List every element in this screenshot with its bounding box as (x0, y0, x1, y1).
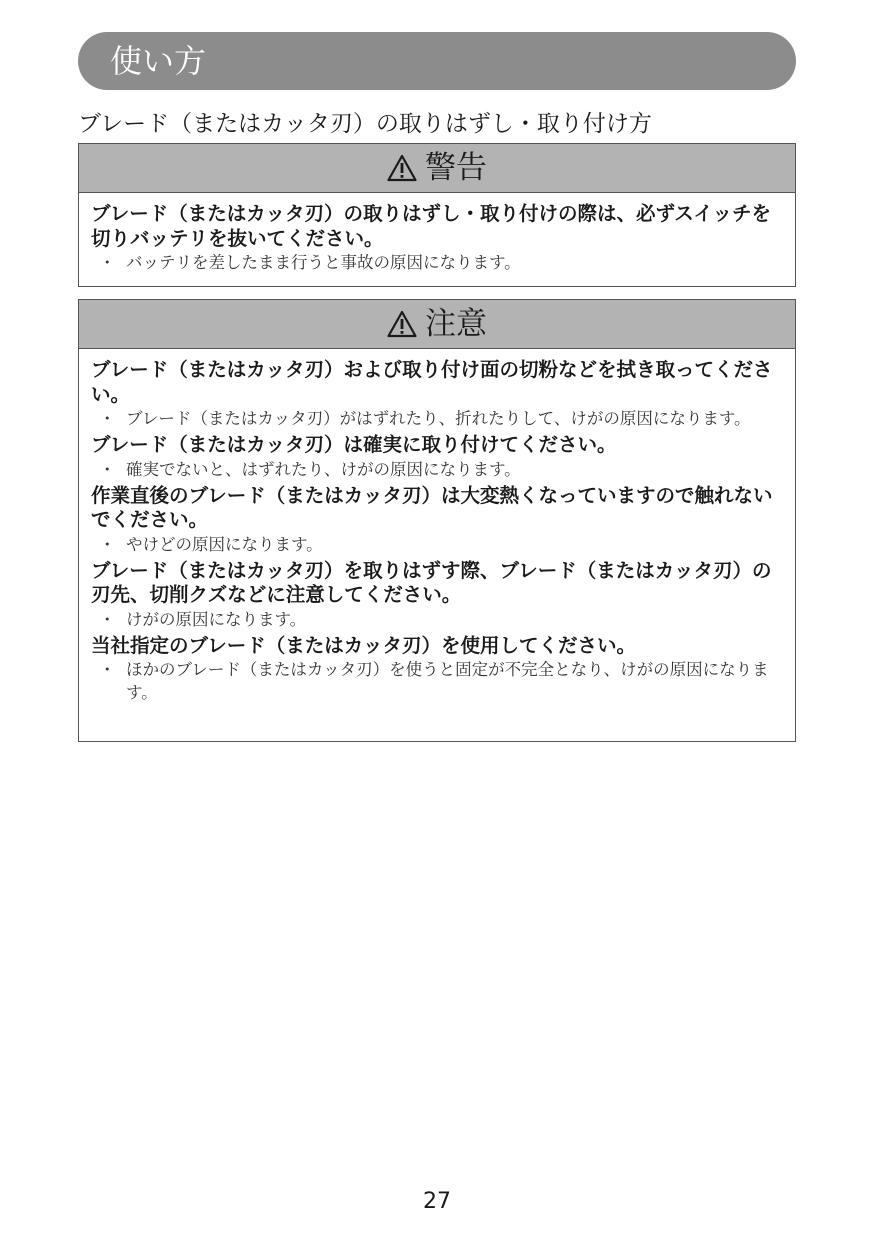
warning-box-body (79, 193, 795, 274)
caution-item-note-text: けがの原因になります。 (126, 609, 307, 629)
section-title: ブレード（またはカッタ刃）の取りはずし・取り付け方 (78, 111, 652, 137)
caution-item-note-text: やけどの原因になります。 (126, 534, 323, 554)
caution-item-note-text: ブレード（またはカッタ刃）がはずれたり、折れたりして、けがの原因になります。 (126, 409, 751, 428)
caution-item-main: 作業直後のブレード（またはカッタ刃）は大変熱くなっていますので触れないでください。 (91, 483, 773, 531)
bullet-mark: ・ (99, 459, 116, 479)
caution-item-main: ブレード（またはカッタ刃）を取りはずす際、ブレード（またはカッタ刃）の刃先、切削クズなどに注意してください。 (91, 558, 772, 606)
warning-triangle-icon (387, 310, 417, 338)
warning-box-header (79, 144, 795, 193)
warning-note (91, 251, 783, 274)
caution-item-note (91, 407, 783, 430)
page-number: 27 (423, 1189, 451, 1214)
bullet-mark: ・ (99, 609, 116, 629)
bullet-mark: ・ (99, 253, 116, 272)
warning-box (78, 143, 796, 287)
warning-heading: 警告 (425, 150, 487, 186)
chapter-header-bar (78, 32, 796, 90)
caution-item-note (91, 458, 783, 481)
caution-item-note-text: ほかのブレード（またはカッタ刃）を使うと固定が不完全となり、けがの原因になります。 (126, 660, 769, 702)
bullet-mark: ・ (99, 409, 116, 428)
bullet-mark: ・ (99, 660, 116, 679)
chapter-title: 使い方 (110, 42, 207, 80)
caution-item-note (91, 608, 783, 631)
caution-item-main: 当社指定のブレード（またはカッタ刃）を使用してください。 (91, 633, 637, 657)
warning-main-text: ブレード（またはカッタ刃）の取りはずし・取り付けの際は、必ずスイッチを切りバッテリを抜いてください。 (91, 202, 771, 250)
bullet-mark: ・ (99, 534, 116, 554)
caution-item-main: ブレード（またはカッタ刃）は確実に取り付けてください。 (91, 433, 617, 456)
caution-heading: 注意 (425, 306, 487, 342)
caution-item-main: ブレード（またはカッタ刃）および取り付け面の切粉などを拭き取ってください。 (91, 358, 773, 406)
caution-item-note (91, 658, 783, 704)
warning-triangle-icon (387, 154, 417, 182)
warning-note-text: バッテリを差したまま行うと事故の原因になります。 (126, 253, 521, 272)
caution-box (78, 299, 796, 742)
caution-box-body (79, 349, 795, 704)
caution-item-note-text: 確実でないと、はずれたり、けがの原因になります。 (126, 459, 521, 479)
caution-item-note (91, 533, 783, 556)
caution-box-header (79, 300, 795, 349)
